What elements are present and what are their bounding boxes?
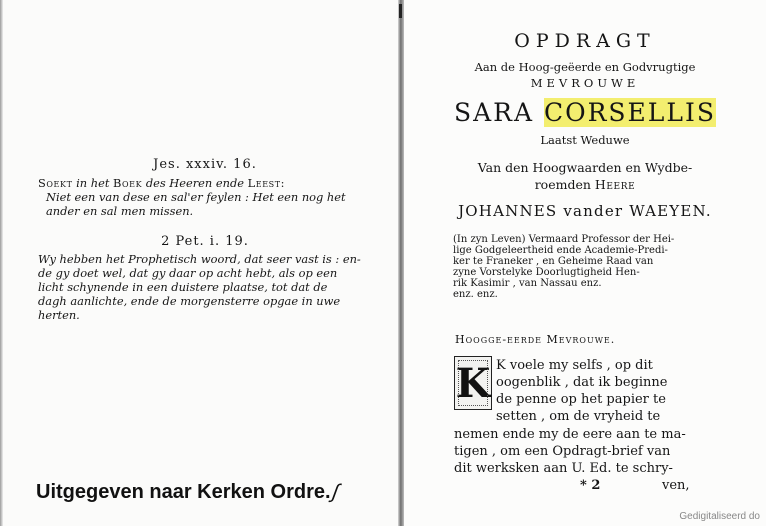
quote-text-2: des Heeren ende [145, 176, 244, 190]
body-line-6: tigen , om een Opdragt-brief van [454, 444, 671, 459]
left-page-edge [0, 0, 3, 526]
dedicatee-last-name: CORSELLIS [543, 98, 717, 127]
body-line-1: K voele my selfs , op dit [496, 358, 653, 373]
honorific-line-1: Van den Hoogwaarden en Wydbe- [477, 160, 693, 175]
dedicatee-name [404, 98, 766, 127]
colophon [36, 481, 342, 504]
honorific-text: roemden [534, 177, 591, 192]
body-line-3: de penne op het papier te [496, 392, 666, 407]
colophon-mark: ʃ [328, 481, 342, 503]
body-line-5: nemen ende my de eere aan te ma- [454, 427, 686, 442]
quote-smallcaps-3: Leest: [247, 176, 286, 190]
quote-peter-line-4: dagh aanlichte, ende de morgensterre opgae in uwe [38, 294, 341, 308]
body-line-7: dit werksken aan U. Ed. te schry- [454, 461, 673, 476]
reference-peter: 2 Pet. i. 19. [161, 234, 249, 249]
dedication-mevrouwe: MEVROUWE [530, 76, 640, 90]
honorific-line-2 [404, 177, 766, 192]
dropcap-border [458, 360, 488, 406]
gutter-mark [399, 4, 402, 18]
dropcap-initial [454, 356, 492, 410]
quote-text-1: in het [76, 176, 110, 190]
dedication-subheading: Aan de Hoog-geëerde en Godvrugtige [474, 60, 696, 74]
quote-peter-line-5: herten. [38, 308, 80, 322]
quote-peter-line-3: licht schynende in een duistere plaatse, tot dat de [38, 280, 328, 294]
honorific-smallcaps: Heere [594, 177, 636, 192]
quote-peter-line-2: de gy doet wel, dat gy daar op acht hebt, als op een [38, 266, 338, 280]
career-line-6: enz. enz. [453, 289, 498, 300]
quote-isaiah-line-1 [38, 177, 285, 190]
dedication-heading: OPDRAGT [514, 30, 656, 52]
quote-smallcaps-1: Soekt [38, 176, 73, 190]
body-line-2: oogenblik , dat ik beginne [496, 375, 668, 390]
career-line-1: (In zyn Leven) Vermaard Professor der Hei- [453, 234, 675, 245]
quote-smallcaps-2: Boek [113, 176, 143, 190]
reference-isaiah: Jes. xxxiv. 16. [153, 157, 257, 172]
quote-isaiah-line-2: Niet een van dese en sal'er feylen : Het een nog het [46, 190, 346, 204]
quote-peter-line-1: Wy hebben het Prophetisch woord, dat seer vast is : en- [38, 252, 361, 266]
career-line-3: ker te Franeker , en Geheime Raad van [453, 256, 654, 267]
quote-isaiah-line-3: ander en sal men missen. [46, 204, 194, 218]
salutation: Hoogge-eerde Mevrouwe. [455, 333, 616, 346]
husband-name: JOHANNES vander WAEYEN. [458, 202, 712, 220]
dedicatee-first-name: SARA [453, 98, 535, 127]
signature-mark: * 2 [580, 478, 601, 493]
career-line-2: lige Godgeleertheid ende Academie-Predi- [453, 245, 668, 256]
career-line-5: rik Kasimir , van Nassau enz. [453, 278, 602, 289]
digitization-watermark: Gedigitaliseerd do [679, 511, 760, 522]
colophon-text: Uitgegeven naar Kerken Ordre. [36, 481, 331, 503]
body-line-4: setten , om de vryheid te [496, 409, 661, 424]
widow-line: Laatst Weduwe [540, 133, 630, 147]
career-line-4: zyne Vorstelyke Doorlugtigheid Hen- [453, 267, 640, 278]
dropcap-letter: K [455, 359, 491, 407]
catchword: ven, [662, 478, 690, 493]
